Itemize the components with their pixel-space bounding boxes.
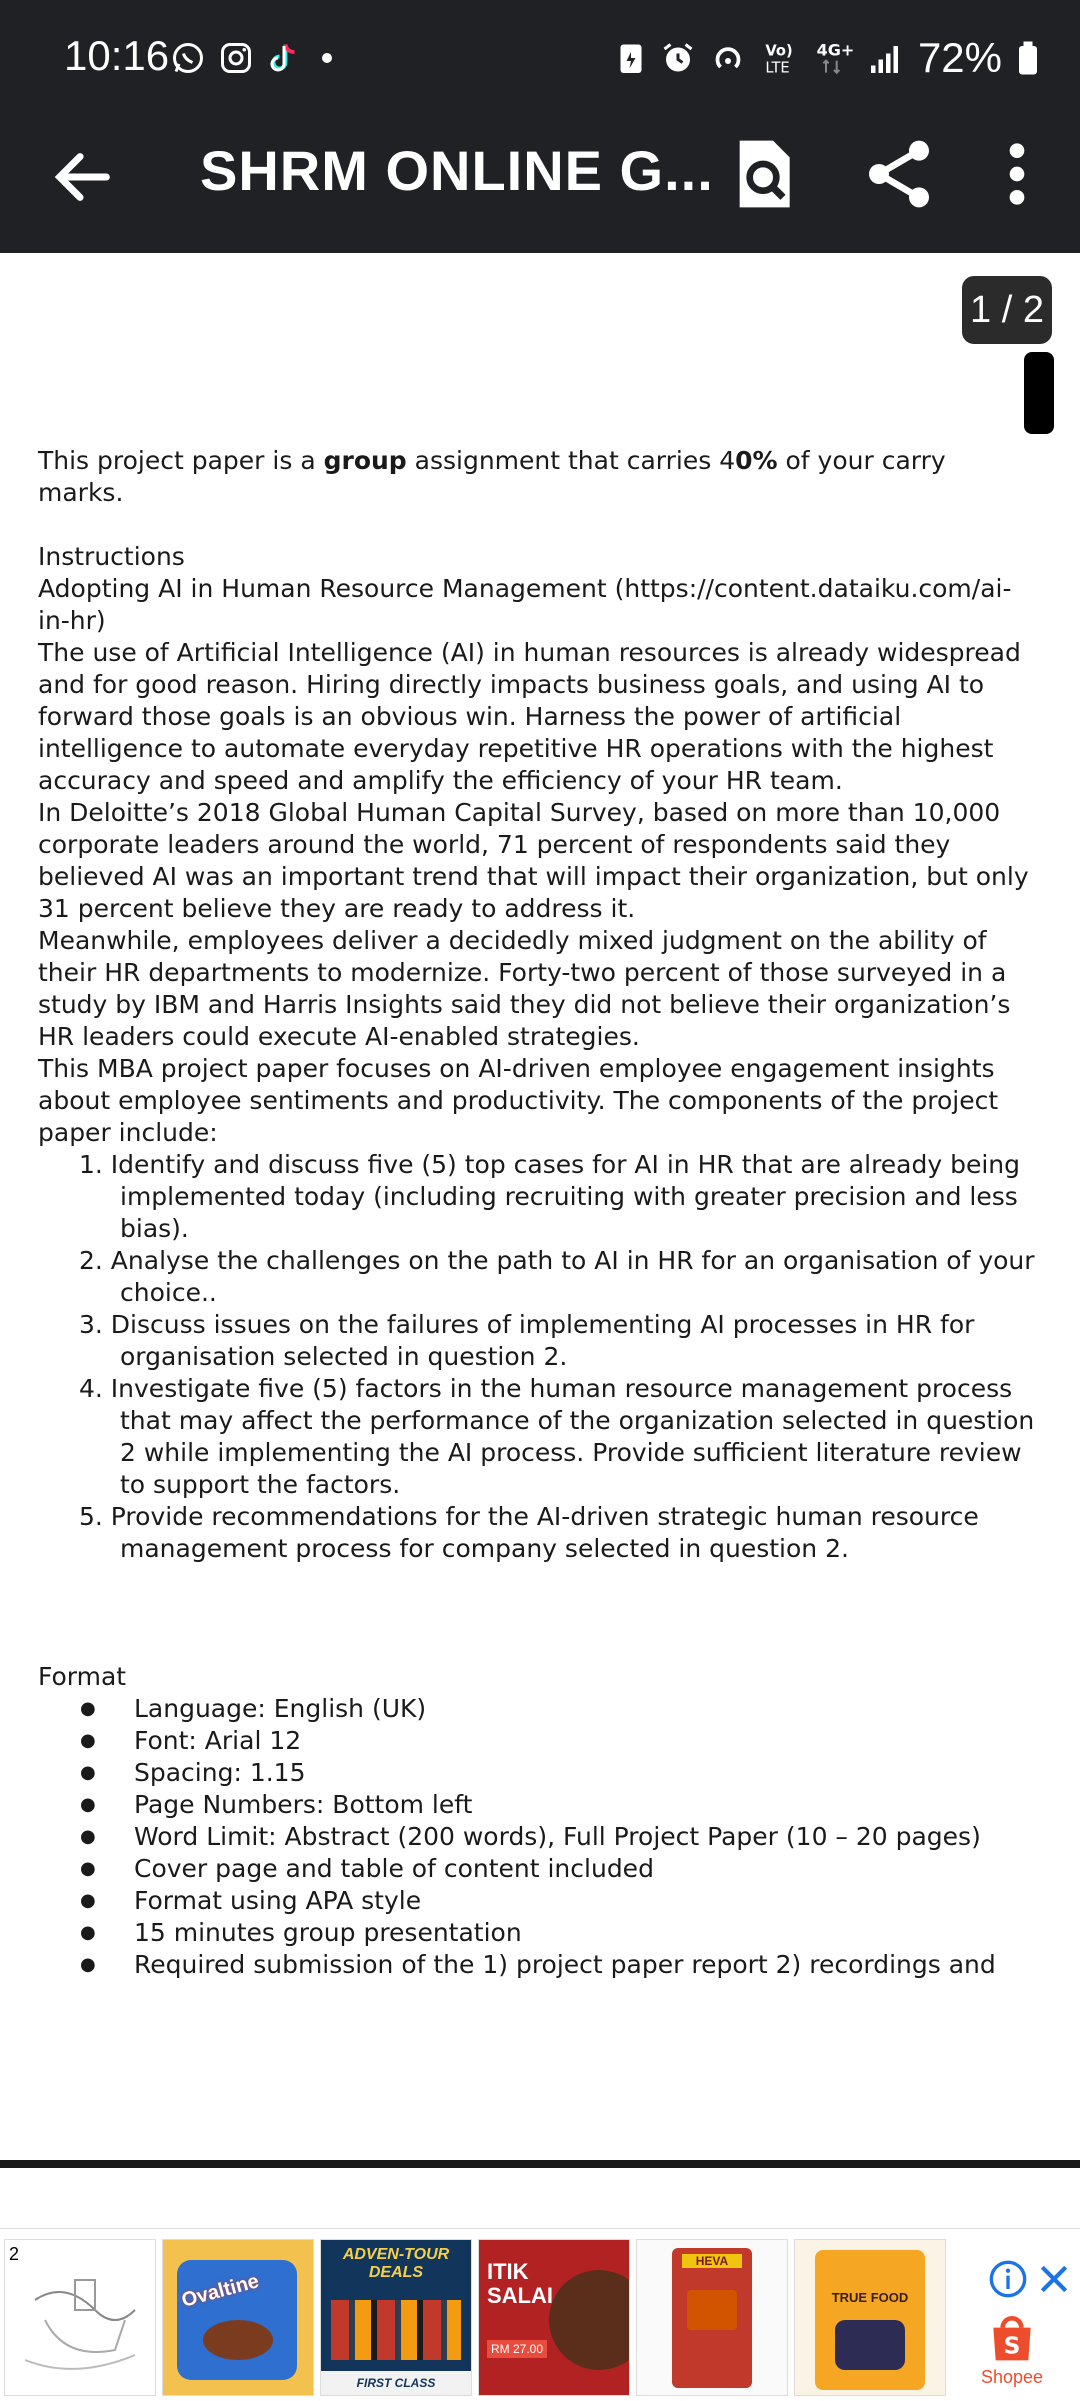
ad-tile-ovaltine[interactable] (162, 2239, 314, 2396)
battery-icon (1016, 40, 1040, 76)
svg-text:Vo): Vo) (765, 42, 793, 60)
intro-suffix: of your carry marks. (38, 446, 946, 507)
list-item: ● Format using APA style (38, 1885, 1038, 1917)
ad-tile-heva[interactable] (636, 2239, 788, 2396)
volte-icon (760, 38, 800, 78)
instagram-icon (218, 40, 254, 76)
battery-percent: 72% (917, 34, 1002, 81)
fast-scroll-handle[interactable] (1024, 352, 1054, 434)
ad-tile-adventour[interactable] (320, 2239, 472, 2396)
back-arrow-icon[interactable] (48, 142, 118, 212)
status-time: 10:16 (64, 32, 170, 79)
list-item: ● Page Numbers: Bottom left (38, 1789, 1038, 1821)
ad-tile-itik-salai[interactable] (478, 2239, 630, 2396)
notification-icons (170, 40, 332, 76)
top-bar (0, 0, 1080, 253)
list-item: 3. Discuss issues on the failures of implementing AI processes in HR for organisation selected in question 2. (79, 1310, 975, 1371)
share-icon[interactable] (859, 134, 939, 214)
list-item: 2. Analyse the challenges on the path to AI in HR for an organisation of your choice.. (79, 1246, 1035, 1307)
whatsapp-icon (170, 40, 206, 76)
more-notifications-dot (322, 53, 332, 63)
document-page (38, 445, 1038, 1981)
components-list (38, 1149, 1038, 1565)
document-title: SHRM ONLINE G... (200, 139, 714, 202)
heva-label: HEVA (682, 2254, 742, 2268)
list-item: ● Spacing: 1.15 (38, 1757, 1038, 1789)
ad-tile-true-food[interactable] (794, 2239, 946, 2396)
ovaltine-label: Ovaltine (179, 2270, 262, 2312)
app-bar (0, 120, 1080, 253)
topic-title: Adopting AI in Human Resource Management (38, 574, 607, 603)
paragraph-2: In Deloitte’s 2018 Global Human Capital Survey, based on more than 10,000 corporate leaders around the world, 71 percent of respondents said they believed AI was an important trend that will impact their organization, but only 31 percent believe they are ready to address it. (38, 798, 1029, 923)
shopee-bag-icon (984, 2309, 1040, 2365)
ad-page-marker: 2 (9, 2244, 20, 2264)
signal-icon (868, 40, 904, 76)
instructions-heading: Instructions (38, 542, 185, 571)
list-item: ● Required submission of the 1) project paper report 2) recordings and (38, 1949, 1038, 1981)
list-item: ● Word Limit: Abstract (200 words), Full Project Paper (10 – 20 pages) (38, 1821, 1038, 1853)
itik-salai-label: ITIK SALAI (487, 2259, 553, 2308)
format-list (38, 1693, 1038, 1981)
list-item: 5. Provide recommendations for the AI-driven strategic human resource management process for company selected in question 2. (79, 1502, 979, 1563)
list-item: ● Language: English (UK) (38, 1693, 1038, 1725)
svg-text:LTE: LTE (765, 59, 790, 77)
svg-text:4G+: 4G+ (816, 40, 854, 60)
shopee-label: Shopee (980, 2367, 1044, 2387)
format-heading: Format (38, 1662, 127, 1691)
page-divider (0, 2160, 1080, 2168)
system-icons (616, 34, 1040, 82)
ad-info-icon[interactable] (988, 2259, 1028, 2299)
list-item: ● Cover page and table of content included (38, 1853, 1038, 1885)
paragraph-3: Meanwhile, employees deliver a decidedly mixed judgment on the ability of their HR departments to modernize. Forty-two percent of those surveyed in a study by IBM and Harris Insights said they did not believe their organization’s HR leaders could execute AI-enabled strategies. (38, 926, 1011, 1051)
list-item: ● 15 minutes group presentation (38, 1917, 1038, 1949)
intro-mid: assignment that carries 4 (406, 446, 736, 475)
topic-line (38, 573, 1038, 637)
topic-link[interactable]: (https://content.dataiku.com/ai-in-hr) (38, 574, 1012, 635)
paragraph-4: This MBA project paper focuses on AI-driven employee engagement insights about employee sentiments and productivity. The components of the project paper include: (38, 1054, 999, 1147)
list-item: 1. Identify and discuss five (5) top cases for AI in HR that are already being implemented today (including recruiting with greater precision and less bias). (79, 1150, 1021, 1243)
hotspot-icon (710, 40, 746, 76)
status-bar (0, 0, 1080, 120)
sketch-image (5, 2240, 155, 2395)
svg-text:S: S (1003, 2331, 1021, 2360)
battery-saver-icon (616, 40, 646, 76)
paragraph-1: The use of Artificial Intelligence (AI) in human resources is already widespread and for good reason. Hiring directly impacts business goals, and using AI to forward those goals is an obvious win. Harness the power of artificial intelligence to automate everyday repetitive HR operations with the highest accuracy and speed and amplify the efficiency of your HR team. (38, 638, 1021, 795)
intro-prefix: This project paper is a (38, 446, 324, 475)
true-food-label: TRUE FOOD (831, 2290, 909, 2305)
list-item: ● Font: Arial 12 (38, 1725, 1038, 1757)
network-4g-icon (814, 38, 854, 78)
ad-close-icon[interactable] (1034, 2259, 1074, 2299)
intro-line (38, 445, 1038, 509)
intro-bold2: 0% (735, 446, 778, 475)
adventour-label: ADVEN-TOUR DEALS (342, 2246, 450, 2281)
more-vert-icon[interactable] (977, 134, 1057, 214)
page-indicator: 1 / 2 (962, 276, 1052, 344)
itik-salai-price: RM 27.00 (487, 2340, 547, 2358)
tiktok-icon (266, 40, 302, 76)
alarm-icon (660, 40, 696, 76)
list-item: 4. Investigate five (5) factors in the human resource management process that may affect the performance of the organization selected in question 2 while implementing the AI process. Provide sufficient literature review to support the factors. (79, 1374, 1035, 1499)
ad-banner[interactable] (0, 2228, 1080, 2401)
intro-bold: group (323, 446, 407, 475)
ad-tile-sketch[interactable] (4, 2239, 156, 2396)
adventour-sub: FIRST CLASS (321, 2371, 471, 2395)
search-document-icon[interactable] (723, 134, 803, 214)
